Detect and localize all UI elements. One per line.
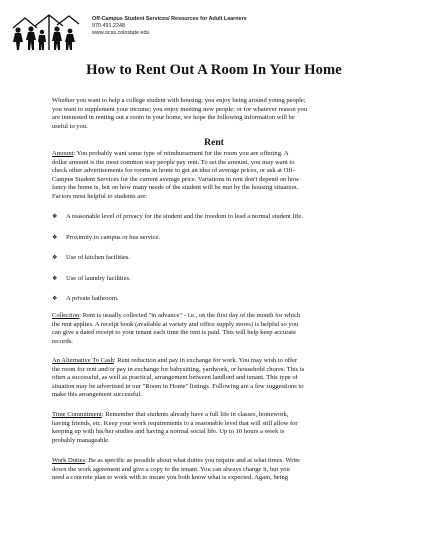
collection-line: records. [52,337,73,345]
document-title: How to Rent Out A Room In Your Home [86,62,342,78]
organization-phone: 970.491.2248 [92,23,125,30]
factor-text: A reasonable level of privacy for the student and the freedom to lead a normal student life. [66,213,303,220]
time-commitment-paragraph [52,411,382,445]
alternative-text: : Rent reduction and pay in exchange for work. You may wish to offer [113,357,298,364]
time-commitment-label: Time Commitment [52,411,102,418]
time-commitment-text: : Remember that students already have a full life in classes, homework, [101,411,289,418]
diamond-bullet-icon: ❖ [52,213,58,220]
collection-line: the rent applies. A receipt book (available at variety and office supply stores) is helpful so you [52,320,299,328]
factor-bullet [52,234,160,243]
time-commitment-line: having friends, etc. Keep your work requirements to a reasonable level that will still allow for [52,419,298,427]
factor-text: A private bathroom. [66,295,119,302]
amount-line: fancy the home is, but on how many needs of the student will be met by the housing situation. [52,184,299,192]
diamond-bullet-icon: ❖ [52,275,58,282]
amount-line: dollar amount is the most common way people pay rent. To set the amount, you may want to [52,158,295,166]
diamond-bullet-icon: ❖ [52,295,58,302]
organization-header [92,16,247,38]
section-heading-rent: Rent [204,137,224,148]
work-duties-label: Work Duties [52,457,86,464]
time-commitment-line: probably manageable. [52,436,110,444]
amount-line: Campus Student Services for the current average price. Variations in rent don't depend on how [52,175,300,183]
alternative-line: the room for rent and/or pay in exchange for babysitting, yardwork, or household chores. This is [52,365,305,373]
organization-name: Off-Campus Student Services/ Resources for Adult Learners [92,16,247,22]
alternative-to-cash-paragraph [52,357,382,400]
intro-paragraph [52,97,382,131]
alternative-line: often a successful, as well as practical, arrangement between landlord and tenant. This type of [52,374,298,382]
work-duties-paragraph [52,457,382,483]
intro-line: Whether you want to help a college student with housing; you enjoy being around young people; [52,97,306,104]
intro-line: are interested in renting out a room in your home, we hope the following information will be [52,114,295,122]
collection-text: : Rent is usually collected "in advance" - i.e., on the first day of the month for which [79,312,301,319]
organization-website[interactable]: www.ocss.colostate.edu [92,30,150,37]
collection-line: can give a dated receipt to your tenant each time the rent is paid. This will help keep accurate [52,329,297,337]
factor-bullet [52,275,131,284]
intro-line: you want to supplement your income; you enjoy meeting new people; or for whatever reason you [52,105,308,113]
factor-bullet [52,213,303,222]
factor-text: Use of laundry facilities. [66,275,131,282]
diamond-bullet-icon: ❖ [52,234,58,241]
collection-label: Collection [52,312,80,319]
alternative-label: An Alternative To Cash [52,357,114,364]
factor-text: Use of kitchen facilities. [66,254,130,261]
time-commitment-line: keeping up with his/her studies and having a normal social life. Up to 10 hours a week is [52,428,285,436]
factor-bullet [52,295,119,304]
work-duties-line: down the work agreement and give a copy to the tenant. You can always change it, but you [52,465,290,473]
work-duties-text: : Be as specific as possible about what duties you require and at what times. Write [85,457,301,464]
amount-text: : You probably want some type of reimbursement for the room you are offering. A [73,150,289,157]
factor-bullet [52,254,130,263]
amount-paragraph [52,150,382,201]
diamond-bullet-icon: ❖ [52,254,58,261]
off-campus-logo [9,12,81,52]
amount-line: Factors most helpful to students are: [52,192,148,200]
work-duties-line: need a concrete plan to work with to insure you both know what is expected. Again, being [52,474,288,482]
amount-label: Amount [52,150,74,157]
amount-line: check other advertisements for rooms in home to get an idea of average prices, or ask at Off- [52,167,295,175]
collection-paragraph [52,312,382,346]
alternative-line: make this arrangement successful. [52,391,142,399]
intro-line: useful to you. [52,122,88,130]
alternative-line: situation may be advertised in our "Room in Home" listings. Following are a few suggestions to [52,382,304,390]
factor-text: Proximity to campus or bus service. [66,234,161,241]
